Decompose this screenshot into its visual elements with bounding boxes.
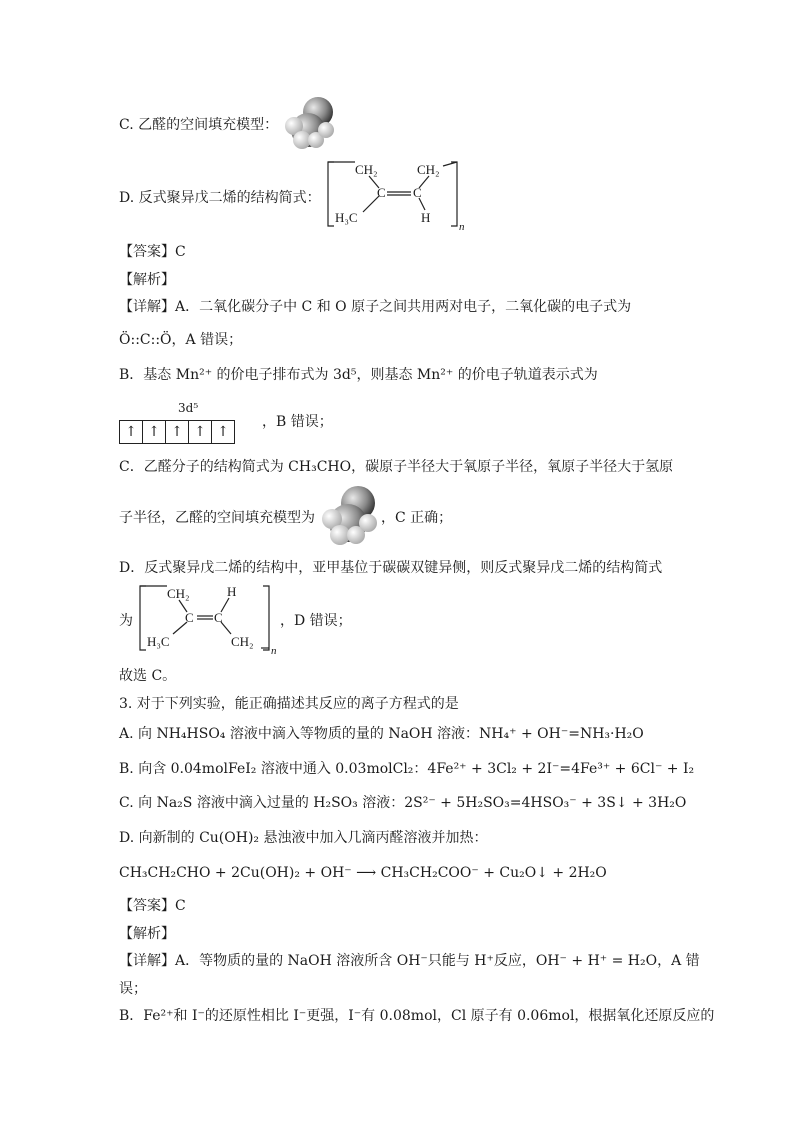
answer-text: 【答案】C	[119, 898, 186, 914]
ch2-label: CH₂	[167, 586, 190, 601]
q2-option-c-text: C. 乙醛的空间填充模型：	[119, 117, 279, 133]
n-label: n	[459, 221, 465, 230]
analysis-text: 【解析】	[119, 272, 175, 288]
trans-polyisoprene-structure-1	[325, 158, 465, 230]
equation-text: CH₃CH₂CHO + 2Cu(OH)₂ + OH⁻ ⟶ CH₃CH₂COO⁻ + Cu₂O↓ + 2H₂O	[119, 865, 607, 881]
detail-text: B．Fe²⁺和 I⁻的还原性相比 I⁻更强，I⁻有 0.08mol，Cl 原子有 0.06mol，根据氧化还原反应的	[119, 1008, 715, 1024]
detail-text: 误；	[119, 981, 147, 997]
q3-detail-a1	[119, 951, 700, 971]
ch2-label: CH₂	[231, 634, 254, 649]
detail-text: C．乙醛分子的结构简式为 CH₃CHO，碳原子半径大于氧原子半径，氧原子半径大于氢原	[119, 459, 674, 475]
q2-analysis	[119, 270, 175, 290]
q2-detail-b-tail	[262, 412, 333, 432]
q3-detail-b1	[119, 1006, 714, 1026]
orbital-label-text: 3d⁵	[178, 401, 199, 415]
q2-detail-a1	[119, 297, 631, 317]
option-text: B. 向含 0.04molFeI₂ 溶液中通入 0.03molCl₂：4Fe²⁺ + 3Cl₂ + 2I⁻=4Fe³⁺ + 6Cl⁻ + I₂	[119, 761, 695, 777]
analysis-text: 【解析】	[119, 926, 175, 942]
option-text: C. 向 Na₂S 溶液中滴入过量的 H₂SO₃ 溶液：2S²⁻ + 5H₂SO₃=4HSO₃⁻ + 3S↓ + 3H₂O	[119, 795, 687, 811]
q2-detail-b1	[119, 365, 598, 385]
detail-text: 为	[119, 613, 133, 629]
q2-conclusion	[119, 666, 176, 686]
orbital-arrow: ↑	[165, 420, 188, 444]
q2-option-c	[119, 115, 278, 135]
q2-detail-a2	[119, 330, 242, 350]
q2-detail-c1	[119, 457, 673, 477]
q2-detail-d1	[119, 558, 662, 578]
q2-option-d-text: D. 反式聚异戊二烯的结构简式：	[119, 190, 321, 206]
detail-text: 【详解】A．二氧化碳分子中 C 和 O 原子之间共用两对电子，二氧化碳的电子式为	[119, 299, 632, 315]
detail-text: 子半径，乙醛的空间填充模型为	[119, 510, 315, 526]
detail-text: ，A 错误；	[171, 332, 243, 348]
h-label: H	[421, 210, 431, 225]
option-text: D. 向新制的 Cu(OH)₂ 悬浊液中加入几滴丙醛溶液并加热：	[119, 830, 488, 846]
conclusion-text: 故选 C。	[119, 668, 177, 684]
orbital-arrow: ↑	[119, 420, 142, 444]
q2-detail-d2-tail	[280, 611, 352, 631]
c-label: C	[214, 610, 223, 625]
q2-option-d	[119, 188, 321, 208]
detail-text: 【详解】A．等物质的量的 NaOH 溶液所含 OH⁻只能与 H⁺反应，OH⁻ + H⁺ = H₂O，A 错	[119, 953, 700, 969]
q3-option-b	[119, 759, 694, 779]
orbital-label	[178, 398, 198, 418]
q2-answer	[119, 242, 186, 262]
c-label: C	[413, 185, 422, 200]
orbital-arrow: ↑	[188, 420, 211, 444]
question-stem-text: 3. 对于下列实验，能正确描述其反应的离子方程式的是	[119, 696, 459, 712]
c-label: C	[377, 185, 386, 200]
acetaldehyde-model-icon	[282, 96, 340, 152]
q3-option-d	[119, 828, 487, 848]
detail-text: D．反式聚异戊二烯的结构中，亚甲基位于碳碳双键异侧，则反式聚异戊二烯的结构简式	[119, 560, 663, 576]
detail-text: B．基态 Mn²⁺ 的价电子排布式为 3d⁵，则基态 Mn²⁺ 的价电子轨道表示式为	[119, 367, 598, 383]
q2-detail-d2-head	[119, 611, 133, 631]
option-text: A. 向 NH₄HSO₄ 溶液中滴入等物质的量的 NaOH 溶液：NH₄⁺ + OH⁻=NH₃·H₂O	[119, 726, 644, 742]
h-label: H	[227, 584, 237, 599]
orbital-arrow: ↑	[142, 420, 165, 444]
q3-detail-a2	[119, 979, 147, 999]
h3c-label: H₃C	[147, 634, 170, 649]
ch2-label: CH₂	[355, 162, 378, 177]
q3-option-a	[119, 724, 644, 744]
acetaldehyde-model-icon	[318, 485, 384, 547]
h3c-label: H₃C	[335, 210, 358, 225]
detail-text: ，D 错误；	[280, 613, 352, 629]
n-label: n	[271, 645, 277, 654]
q2-detail-c2	[119, 508, 452, 528]
q3-stem	[119, 694, 459, 714]
ch2-label: CH₂	[417, 162, 440, 177]
q3-analysis	[119, 924, 175, 944]
q3-option-c	[119, 793, 686, 813]
detail-text: ，C 正确；	[381, 510, 453, 526]
detail-text: ，B 错误；	[262, 414, 333, 430]
q3-answer	[119, 896, 186, 916]
c-label: C	[185, 610, 194, 625]
trans-polyisoprene-structure-2	[137, 582, 281, 654]
co2-electron-formula: Ö::C::Ö	[119, 332, 172, 348]
answer-text: 【答案】C	[119, 244, 186, 260]
orbital-diagram	[119, 420, 235, 444]
q3-option-d-equation	[119, 863, 607, 883]
orbital-arrow: ↑	[211, 420, 235, 444]
